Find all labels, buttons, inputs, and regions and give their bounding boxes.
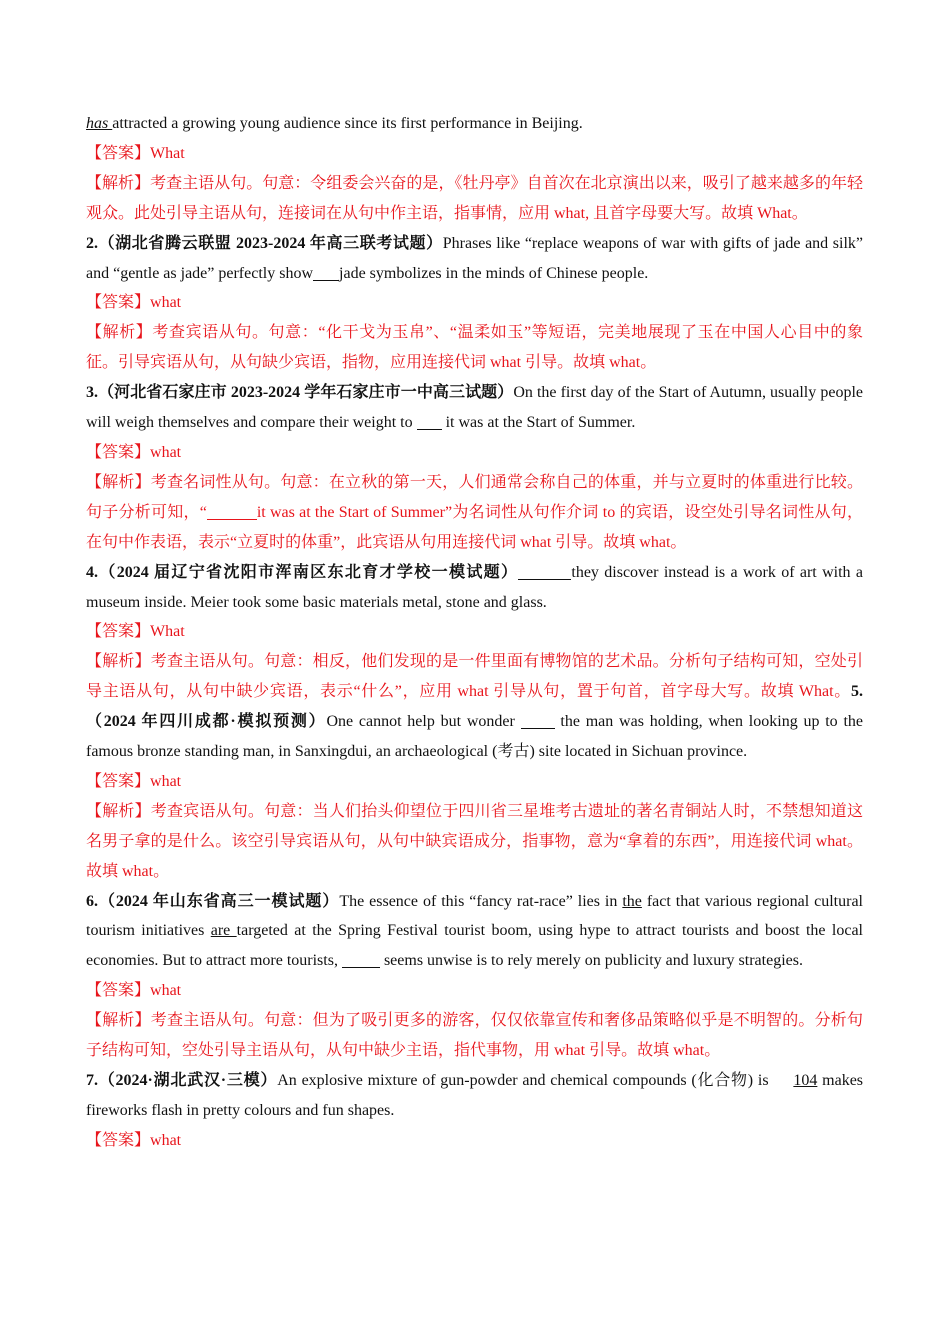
intro-line: [86, 109, 863, 139]
text-span: 【答案】: [86, 1131, 151, 1149]
text-span: 考查主语从句。句意：令组委会兴奋的是，《牡丹亭》自首次在北京演出以来，吸引了越来越多的年轻观众。此处引导主语从句，连接词在从句中作主语，指事情，应用 what, 且首字母要大写。故填 What。: [86, 174, 863, 222]
text-span: 3.: [86, 384, 98, 402]
text-span: the: [622, 892, 642, 910]
text-span: 6.: [86, 892, 98, 910]
text-span: （2024 届辽宁省沈阳市浑南区东北育才学校一模试题）: [98, 563, 519, 581]
text-span: （河北省石家庄市 2023-2024 学年石家庄市一中高三试题）: [98, 384, 514, 402]
analysis-2: [86, 318, 863, 378]
text-span: what: [150, 772, 182, 790]
text-span: the man was holding, when looking up to the famous bronze standing man, in Sanxingdui, an archaeological (考古) site located in Sichuan province.: [86, 713, 864, 761]
blank: [521, 712, 555, 729]
text-span: 【答案】: [86, 772, 151, 790]
analysis-5: [86, 797, 863, 887]
blank: [518, 563, 571, 580]
text-span: what: [150, 294, 182, 312]
text-span: 考查宾语从句。句意：当人们抬头仰望位于四川省三星堆考古遗址的著名青铜站人时，不禁想知道这名男子拿的是什么。该空引导宾语从句，从句中缺宾语成分，指事物，意为“拿着的东西”，用连接代词 what。故填 what。: [86, 802, 863, 880]
text-span: 5.: [851, 683, 863, 701]
analysis-1: [86, 169, 863, 229]
text-span: The essence of this “fancy rat-race” lies in: [339, 892, 618, 910]
text-span: 【解析】: [86, 324, 153, 342]
analysis-3: [86, 468, 863, 558]
text-span: they discover instead is a work of art with a museum inside. Meier took some basic materials metal, stone and glass.: [86, 563, 863, 611]
text-span: One cannot help but wonder: [326, 713, 515, 731]
text-span: fact that various regional cultural tourism initiatives: [86, 892, 864, 940]
text-span: are: [210, 922, 237, 940]
text-span: What: [150, 144, 185, 162]
text-span: 考查主语从句。句意：但为了吸引更多的游客，仅仅依靠宣传和奢侈品策略似乎是不明智的。分析句子结构可知，空处引导主语从句，从句中缺少主语，指代事物，用 what 引导。故填 what。: [86, 1012, 863, 1060]
text-span: 【答案】: [86, 144, 151, 162]
text-span: jade symbolizes in the minds of Chinese people.: [339, 264, 649, 282]
question-3: [86, 378, 863, 438]
document-page: [86, 109, 863, 1156]
blank: [417, 413, 442, 430]
question-2: [86, 229, 863, 289]
intro-text: attracted a growing young audience since its first performance in Beijing.: [112, 115, 583, 132]
text-span: what: [150, 1131, 182, 1149]
text-span: 2.: [86, 234, 98, 252]
answer-4: [86, 617, 863, 647]
text-span: On the first day of the Start of Autumn, usually people will weigh themselves and compare their weight to: [86, 384, 863, 432]
question-6: [86, 887, 863, 977]
analysis-4-question-5: [86, 647, 863, 767]
text-span: 【解析】: [86, 1012, 151, 1030]
text-span: 4.: [86, 563, 98, 581]
question-7: [86, 1066, 863, 1126]
text-span: 【答案】: [86, 443, 151, 461]
answer-2: [86, 288, 863, 318]
text-span: it was at the Start of Summer.: [445, 414, 636, 432]
text-span: it was at the Start of Summer”为名词性从句作介词 to 的宾语，设空处引导名词性从句，在句中作表语，表示“立夏时的体重”，此宾语从句用连接代词 what 引导。故填 what。: [86, 503, 863, 551]
answer-5: [86, 767, 863, 797]
answer-6: [86, 976, 863, 1006]
text-span: seems unwise is to rely merely on publicity and luxury strategies.: [383, 952, 803, 970]
text-span: 104: [793, 1072, 818, 1089]
blank: [342, 951, 380, 968]
text-span: targeted at the Spring Festival tourist boom, using hype to attract tourists and boost the local economies. But to attract more tourists,: [86, 922, 863, 970]
text-span: 【解析】: [86, 653, 151, 671]
text-span: 【解析】: [86, 174, 151, 192]
text-span: 【答案】: [86, 623, 151, 641]
text-span: 【答案】: [86, 294, 151, 312]
answer-7: [86, 1126, 863, 1156]
blank: [207, 503, 257, 520]
text-span: 考查主语从句。句意：相反，他们发现的是一件里面有博物馆的艺术品。分析句子结构可知，空处引导主语从句，从句中缺少宾语，表示“什么”，应用 what 引导从句，置于句首，首字母大写。故填 What。: [86, 653, 863, 701]
blank: [313, 264, 339, 281]
text-span: 7.: [86, 1072, 98, 1089]
text-span: （2024 年山东省高三一模试题）: [98, 892, 340, 910]
text-span: 考查宾语从句。句意：“化干戈为玉帛”、“温柔如玉”等短语，完美地展现了玉在中国人心目中的象征。引导宾语从句，从句缺少宾语，指物，应用连接代词 what 引导。故填 what。: [86, 324, 863, 372]
text-span: makes fireworks flash in pretty colours and fun shapes.: [86, 1072, 864, 1119]
answer-3: [86, 438, 863, 468]
text-span: What: [150, 623, 185, 641]
text-span: what: [150, 982, 182, 1000]
text-span: 考查名词性从句。句意：在立秋的第一天，人们通常会称自己的体重，并与立夏时的体重进行比较。句子分析可知，“: [86, 473, 863, 521]
question-4: [86, 558, 863, 618]
text-span: （湖北省腾云联盟 2023-2024 年高三联考试题）: [98, 234, 443, 252]
answer-1: [86, 139, 863, 169]
underlined-word: has: [86, 115, 113, 132]
text-span: （2024 年四川成都·模拟预测）: [86, 713, 327, 731]
text-span: what: [150, 443, 182, 461]
text-span: （2024·湖北武汉·三模）: [98, 1072, 278, 1089]
text-span: 【答案】: [86, 982, 151, 1000]
analysis-6: [86, 1006, 863, 1066]
text-span: An explosive mixture of gun-powder and chemical compounds (化合物) is: [277, 1072, 769, 1089]
text-span: 【解析】: [86, 473, 151, 491]
text-span: 【解析】: [86, 802, 151, 820]
text-span: Phrases like “replace weapons of war with gifts of jade and silk” and “gentle as jade” perfectly show: [86, 234, 863, 282]
